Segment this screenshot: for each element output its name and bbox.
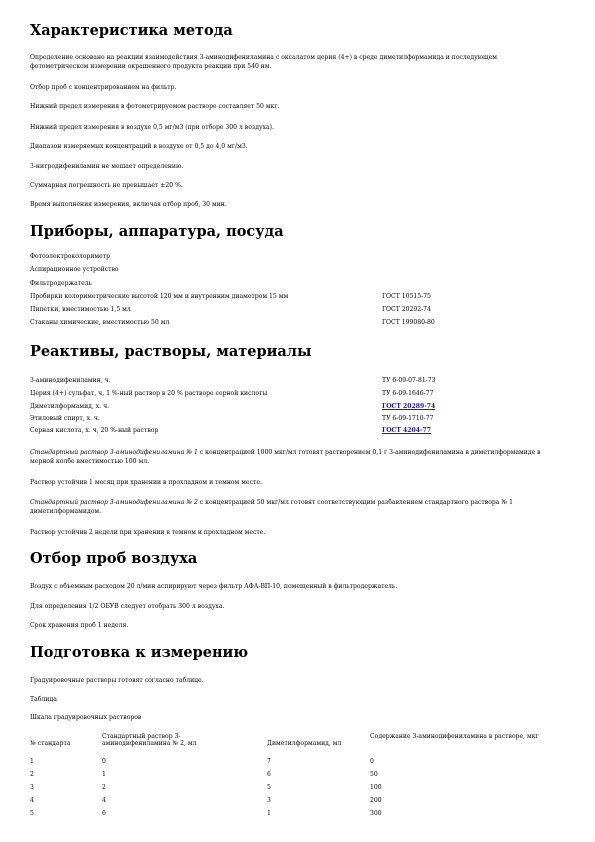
paragraph: Время выполнения измерения, включая отбор проб, 30 мин. (30, 201, 227, 208)
paragraph: Отбор проб с концентрированием на фильтр. (30, 84, 177, 91)
table-cell: 3 (30, 784, 34, 791)
section-title-reagents: Реактивы, растворы, материалы (30, 343, 312, 360)
table-cell: 5 (267, 784, 271, 791)
table-header-cell: Содержание 3-аминодифениламина в растворе, мкг (370, 733, 539, 740)
equipment-row (30, 292, 565, 302)
standard-solution-1-text: с концентрацией 1000 мкг/мл готовят растворением 0,1 г 3-аминодифениламина в диметилформамиде в мерной колбе вместимостью 100 мл. (30, 449, 541, 465)
table-cell: 3 (267, 797, 271, 804)
standard-solution-2 (30, 499, 550, 516)
equipment-name: Фотоэлектроколориметр (30, 253, 111, 260)
reagent-name: Этиловый спирт, х. ч. (30, 415, 100, 422)
table-cell: 2 (102, 784, 106, 791)
section-title-method: Характеристика метода (30, 22, 233, 39)
table-cell: 5 (30, 810, 34, 817)
paragraph: Градуировочные растворы готовят согласно таблице. (30, 677, 204, 684)
table-header-cell: Диметилформамид, мл (267, 740, 342, 747)
section-title-preparation: Подготовка к измерению (30, 644, 249, 661)
table-cell: 7 (267, 758, 271, 765)
paragraph: Для определения 1/2 ОБУВ следует отобрать 300 л воздуха. (30, 603, 225, 610)
equipment-row (30, 318, 565, 328)
reagent-row (30, 414, 565, 424)
reagent-name: Серная кислота, х. ч, 20 %-ный раствор (30, 427, 159, 434)
table-cell: 6 (267, 771, 271, 778)
section-title-sampling: Отбор проб воздуха (30, 550, 198, 567)
equipment-name: Пробирки колориметрические высотой 120 мм и внутренним диаметром 15 мм (30, 293, 289, 300)
table-cell: 1 (30, 758, 34, 765)
table-cell: 4 (30, 797, 34, 804)
standard-solution-2-text: с концентрацией 50 мкг/мл готовят соответствующим разбавлением стандартного раствора № 1 диметилформамидом. (30, 499, 513, 515)
equipment-name: Фильтродержатель (30, 280, 92, 287)
table-cell: 2 (30, 771, 34, 778)
reagent-name: Диметилформамид, х. ч. (30, 403, 110, 410)
paragraph: Нижний предел измерения в воздухе 0,5 мг/м3 (при отборе 300 л воздуха). (30, 124, 274, 131)
table-cell: 50 (370, 771, 378, 778)
standard-solution-1 (30, 449, 550, 466)
paragraph: Раствор устойчив 1 месяц при хранении в прохладном и темном месте. (30, 479, 262, 486)
paragraph: Определение основано на реакции взаимодействия 3-аминодифениламина с оксалатом церия (4+) в среде диметилформамида и последующем фотометрическом измерении окрашенного продукта реакции при 540 нм. (30, 54, 498, 70)
table-cell: 4 (102, 797, 106, 804)
equipment-name: Аспирационное устройство (30, 266, 119, 273)
table-label: Таблица (30, 696, 57, 703)
standard-solution-1-title: Стандартный раствор 3-аминодифениламина № 1 (30, 449, 198, 456)
reagent-standard: ТУ 6-09-07-81-73 (382, 377, 436, 384)
table-cell: 100 (370, 784, 382, 791)
reagent-name: Церия (4+) сульфат, ч, 1 %-ный раствор в 20 % растворе серной кислоты (30, 390, 268, 397)
reagent-row (30, 402, 565, 412)
equipment-row (30, 305, 565, 315)
reagent-standard: ТУ 6-09-1646-77 (382, 390, 434, 397)
table-cell: 200 (370, 797, 382, 804)
equipment-name: Стаканы химические, вместимостью 50 мл (30, 319, 170, 326)
reagent-standard-link[interactable]: ГОСТ 4204-77 (382, 427, 431, 434)
equipment-standard: ГОСТ 10515-75 (382, 293, 431, 300)
table-header-cell: № стандарта (30, 740, 71, 747)
reagent-standard-link[interactable]: ГОСТ 20289-74 (382, 403, 436, 410)
equipment-row (30, 252, 565, 262)
table-cell: 6 (102, 810, 106, 817)
reagent-name: 3-аминодифениламин, ч. (30, 377, 111, 384)
paragraph: Срок хранения проб 1 неделя. (30, 622, 129, 629)
reagent-row (30, 389, 565, 399)
paragraph: Нижний предел измерения в фотометрируемом растворе составляет 50 мкг. (30, 103, 280, 110)
table-cell: 0 (370, 758, 374, 765)
standard-solution-2-title: Стандартный раствор 3-аминодифениламина № 2 (30, 499, 198, 506)
paragraph: 3-нитродифениламин не мешает определению. (30, 163, 184, 170)
equipment-standard: ГОСТ 199080-80 (382, 319, 435, 326)
reagent-row (30, 426, 565, 436)
paragraph: Диапазон измеряемых концентраций в воздухе от 0,5 до 4,0 мг/м3. (30, 143, 248, 150)
equipment-name: Пипетки, вместимостью 1,5 мл (30, 306, 131, 313)
table-cell: 0 (102, 758, 106, 765)
paragraph: Раствор устойчив 2 недели при хранении в темном и прохладном месте. (30, 529, 266, 536)
paragraph: Воздух с объемным расходом 20 л/мин аспирируют через фильтр АФА-ВП-10, помещенный в фильтродержатель. (30, 583, 398, 590)
equipment-row (30, 279, 565, 289)
table-cell: 1 (102, 771, 106, 778)
table-caption: Шкала градуировочных растворов (30, 714, 142, 721)
equipment-row (30, 265, 565, 275)
table-cell: 300 (370, 810, 382, 817)
paragraph: Суммарная погрешность не превышает ±20 %. (30, 182, 183, 189)
table-cell: 1 (267, 810, 271, 817)
section-title-equipment: Приборы, аппаратура, посуда (30, 223, 284, 240)
reagent-standard: ТУ 6-09-1710-77 (382, 415, 434, 422)
equipment-standard: ГОСТ 20292-74 (382, 306, 431, 313)
table-header-cell: Стандартный раствор 3-аминодифениламина № 2, мл (102, 733, 197, 747)
reagent-row (30, 376, 565, 386)
